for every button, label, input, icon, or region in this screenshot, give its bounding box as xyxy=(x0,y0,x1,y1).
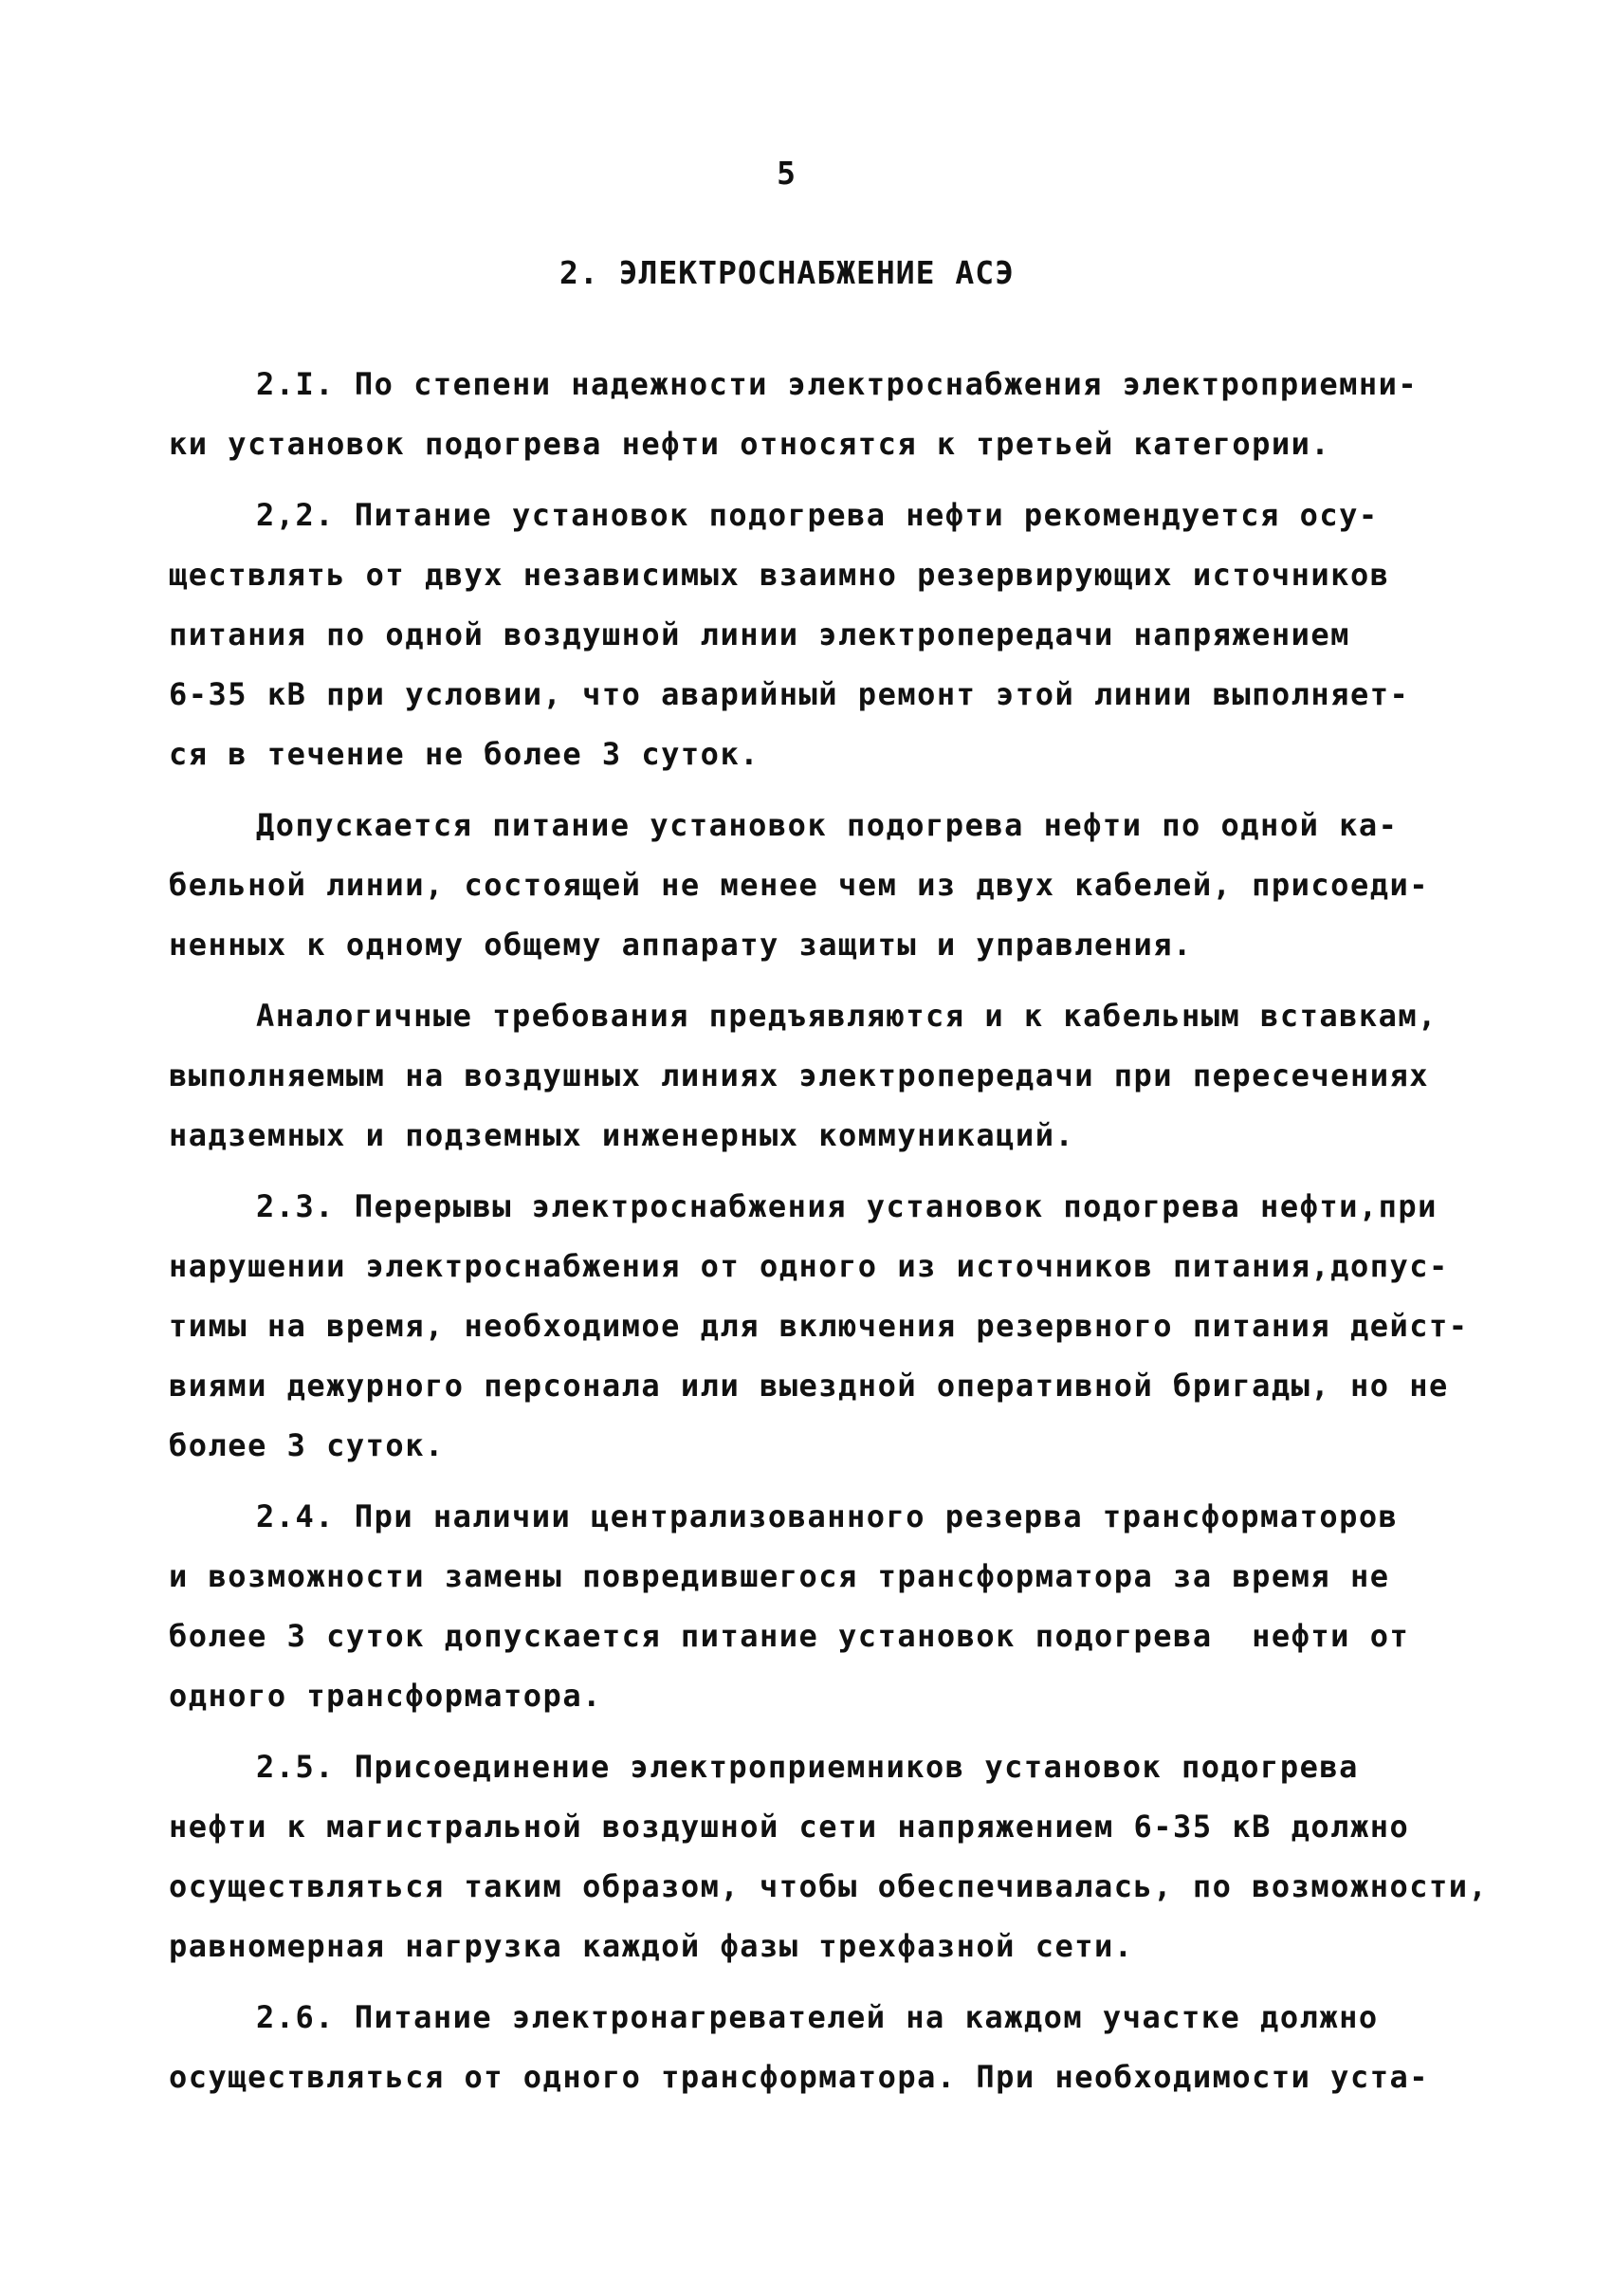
paragraph-line: бельной линии, состоящей не менее чем из двух кабелей, присоеди- xyxy=(169,867,1429,903)
paragraph-2-6 xyxy=(169,1988,1458,2107)
paragraph-line: выполняемым на воздушных линиях электропередачи при пересечениях xyxy=(169,1057,1429,1093)
paragraph-2-1 xyxy=(169,355,1458,474)
paragraph-2-5 xyxy=(169,1737,1489,1976)
page-number: 5 xyxy=(777,155,797,192)
paragraph-line: 2.5. Присоединение электроприемников установок подогрева xyxy=(256,1749,1359,1785)
paragraph-line: осуществляться от одного трансформатора. При необходимости уста- xyxy=(169,2059,1429,2095)
paragraph-line: тимы на время, необходимое для включения резервного питания дейст- xyxy=(169,1308,1469,1344)
paragraph-2-2-inserts xyxy=(169,986,1458,1166)
paragraph-line: питания по одной воздушной линии электропередачи напряжением xyxy=(169,616,1350,652)
paragraph-line: 6-35 кВ при условии, что аварийный ремонт этой линии выполняет- xyxy=(169,676,1410,712)
paragraph-line: одного трансформатора. xyxy=(169,1678,602,1714)
paragraph-2-4 xyxy=(169,1487,1458,1726)
paragraph-line: ненных к одному общему аппарату защиты и управления. xyxy=(169,927,1193,963)
paragraph-line: нефти к магистральной воздушной сети напряжением 6-35 кВ должно xyxy=(169,1809,1410,1845)
paragraph-line: и возможности замены повредившегося трансформатора за время не xyxy=(169,1558,1390,1594)
paragraph-line: Допускается питание установок подогрева нефти по одной ка- xyxy=(256,807,1399,843)
paragraph-line: ся в течение не более 3 суток. xyxy=(169,736,760,772)
paragraph-line: 2.6. Питание электронагревателей на каждом участке должно xyxy=(256,1999,1379,2035)
paragraph-line: нарушении электроснабжения от одного из источников питания,допус- xyxy=(169,1248,1449,1284)
paragraph-2-2 xyxy=(169,486,1458,784)
document-body xyxy=(169,355,1489,2107)
paragraph-2-2-cable xyxy=(169,796,1458,975)
paragraph-line: 2.4. При наличии централизованного резерва трансформаторов xyxy=(256,1498,1399,1534)
paragraph-line: виями дежурного персонала или выездной оперативной бригады, но не xyxy=(169,1368,1449,1404)
paragraph-line: 2,2. Питание установок подогрева нефти рекомендуется осу- xyxy=(256,497,1379,533)
paragraph-line: 2.3. Перерывы электроснабжения установок подогрева нефти,при xyxy=(256,1188,1438,1224)
paragraph-line: надземных и подземных инженерных коммуникаций. xyxy=(169,1117,1075,1153)
paragraph-line: осуществляться таким образом, чтобы обеспечивалась, по возможности, xyxy=(169,1868,1489,1904)
paragraph-line: более 3 суток. xyxy=(169,1427,445,1463)
paragraph-line: Аналогичные требования предъявляются и к кабельным вставкам, xyxy=(256,998,1438,1034)
paragraph-line: 2.I. По степени надежности электроснабжения электроприемни- xyxy=(256,366,1419,402)
paragraph-line: равномерная нагрузка каждой фазы трехфазной сети. xyxy=(169,1928,1134,1964)
paragraph-line: ществлять от двух независимых взаимно резервирующих источников xyxy=(169,557,1390,593)
paragraph-line: ки установок подогрева нефти относятся к третьей категории. xyxy=(169,426,1331,462)
paragraph-2-3 xyxy=(169,1177,1469,1476)
section-title: 2. ЭЛЕКТРОСНАБЖЕНИЕ АСЭ xyxy=(559,254,1015,291)
paragraph-line: более 3 суток допускается питание установок подогрева нефти от xyxy=(169,1618,1410,1654)
